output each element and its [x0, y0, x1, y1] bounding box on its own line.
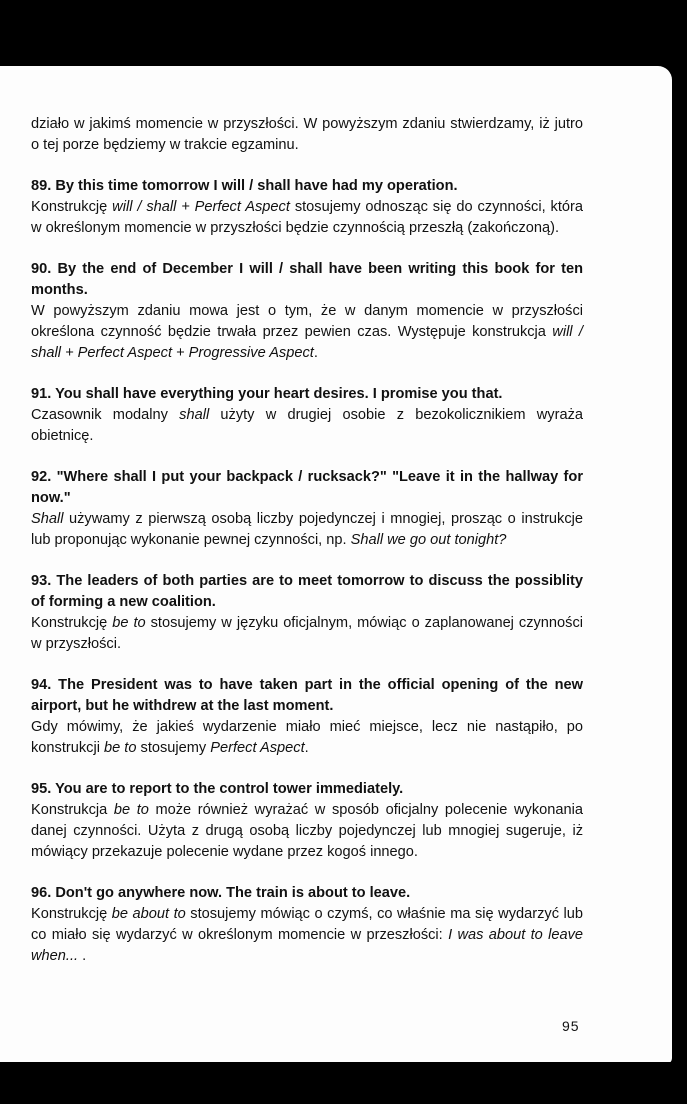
entry-heading: 90. By the end of December I will / shall have been writing this book for ten months.	[31, 261, 583, 298]
text-segment: Konstrukcja	[31, 802, 114, 818]
italic-term: will / shall + Perfect Aspect	[112, 199, 290, 215]
text-segment: .	[82, 948, 87, 964]
italic-term: be to	[112, 615, 146, 631]
italic-term: be to	[104, 740, 137, 756]
text-segment: stosujemy mówiąc o czymś, co właśnie ma się wydarzyć lub co miało się wydarzyć w określonym momencie w przeszłości:	[31, 906, 583, 943]
text-segment: Gdy mówimy, że jakieś wydarzenie miało mieć miejsce, lecz nie nastąpiło, po konstrukcji	[31, 719, 583, 756]
entry	[31, 259, 583, 364]
italic-term: Shall we go out tonight?	[350, 532, 507, 548]
text-segment: używamy z pierwszą osobą liczby pojedynczej i mnogiej, prosząc o instrukcje lub proponując wykonanie pewnej czynności, np.	[31, 511, 583, 548]
entry	[31, 571, 583, 655]
entry-heading: 91. You shall have everything your heart desires. I promise you that.	[31, 386, 503, 402]
entry	[31, 467, 583, 551]
intro-paragraph: działo w jakimś momencie w przyszłości. W powyższym zdaniu stwierdzamy, iż jutro o tej porze będziemy w trakcie egzaminu.	[31, 116, 583, 153]
entry-heading: 96. Don't go anywhere now. The train is about to leave.	[31, 885, 411, 901]
italic-term: will / shall + Perfect Aspect + Progressive Aspect	[31, 324, 583, 361]
text-segment: Konstrukcję	[31, 906, 112, 922]
page-content	[31, 114, 583, 987]
text-segment: może również wyrażać w sposób oficjalny polecenie wykonania danej czynności. Użyta z drugą osobą liczby pojedynczej lub mnogiej sugeruje, iż mówiący przekazuje polecenie wydane przez kogoś innego.	[31, 802, 583, 860]
italic-term: be about to	[111, 906, 186, 922]
italic-term: Perfect Aspect	[210, 740, 305, 756]
text-segment: stosujemy	[136, 740, 211, 756]
entry-explanation	[31, 904, 583, 967]
entry-explanation	[31, 717, 583, 759]
entry	[31, 883, 583, 967]
page-number: 95	[562, 1018, 580, 1034]
entry	[31, 384, 583, 447]
text-segment: stosujemy w języku oficjalnym, mówiąc o zaplanowanej czynności w przyszłości.	[31, 615, 583, 652]
entry-heading: 89. By this time tomorrow I will / shall have had my operation.	[31, 178, 458, 194]
text-segment: stosujemy odnosząc się do czynności, która w określonym momencie w przyszłości będzie czynnością przeszłą (zakończoną).	[31, 199, 584, 236]
entry-explanation	[31, 301, 583, 364]
italic-term: Shall	[31, 511, 64, 527]
italic-term: shall	[179, 407, 210, 423]
scan-top-border	[0, 0, 687, 68]
text-segment: .	[313, 345, 318, 361]
italic-term: I was about to leave when...	[31, 927, 584, 964]
entry-explanation	[31, 197, 583, 239]
entries-list	[31, 176, 583, 967]
entry-heading: 95. You are to report to the control tower immediately.	[31, 781, 404, 797]
entry-explanation	[31, 405, 583, 447]
entry	[31, 176, 583, 239]
text-segment: W powyższym zdaniu mowa jest o tym, że w danym momencie w przyszłości określona czynność będzie trwała przez pewien czas. Występuje konstrukcja	[31, 303, 583, 340]
entry-explanation	[31, 800, 583, 863]
scan-bottom-border	[0, 1062, 687, 1104]
entry	[31, 675, 583, 759]
text-segment: Czasownik modalny	[31, 407, 180, 423]
entry-explanation	[31, 509, 583, 551]
text-segment: Konstrukcję	[31, 615, 113, 631]
entry	[31, 779, 583, 863]
entry-explanation	[31, 613, 583, 655]
text-segment: Konstrukcję	[31, 199, 113, 215]
text-segment: użyty w drugiej osobie z bezokolicznikiem wyraża obietnicę.	[31, 407, 583, 444]
text-segment: .	[304, 740, 309, 756]
entry-heading: 92. "Where shall I put your backpack / rucksack?" "Leave it in the hallway for now."	[31, 469, 583, 506]
italic-term: be to	[113, 802, 149, 818]
entry-heading: 93. The leaders of both parties are to meet tomorrow to discuss the possiblity of forming a new coalition.	[31, 573, 583, 610]
entry-heading: 94. The President was to have taken part in the official opening of the new airport, but he withdrew at the last moment.	[31, 677, 583, 714]
